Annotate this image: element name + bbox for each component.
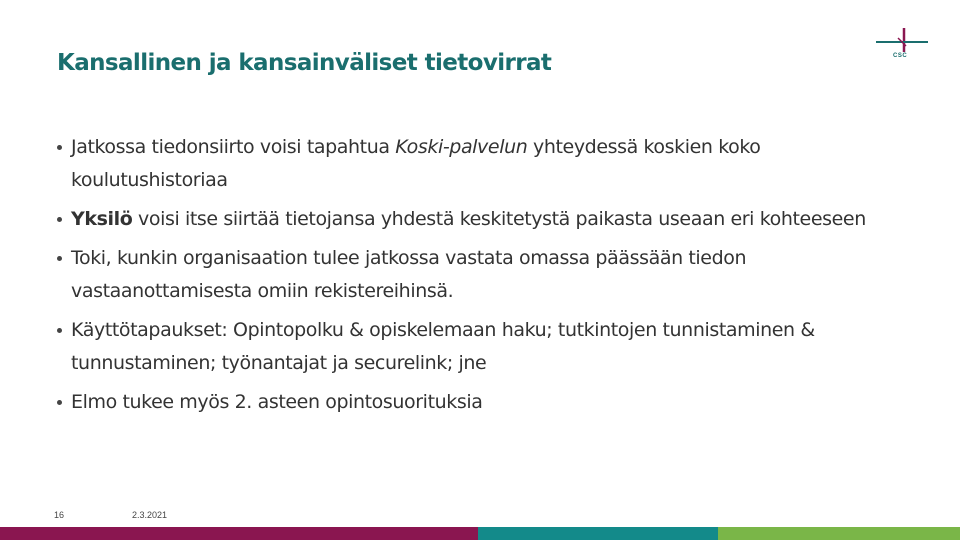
bullet-text: Käyttötapaukset: Opintopolku & opiskelemaan haku; tutkintojen tunnistaminen & tunnustaminen; työnantajat ja securelink; jne — [71, 319, 815, 374]
color-bar-segment-2 — [478, 527, 718, 540]
bullet-text: Toki, kunkin organisaation tulee jatkossa vastata omassa päässään tiedon vastaanottamisesta omiin rekistereihinsä. — [71, 247, 747, 302]
page-number: 16 — [54, 510, 65, 520]
color-bar-segment-3 — [718, 527, 960, 540]
color-bar-segment-1 — [0, 527, 478, 540]
bullet-emphasis-yksilo: Yksilö — [71, 208, 133, 230]
bullet-item-yksilo — [57, 203, 907, 236]
bullet-text-post: yhteydessä koskien koko koulutushistoriaa — [71, 136, 761, 191]
bullet-item-kayttotapaukset — [57, 314, 907, 380]
bullet-text-post: voisi itse siirtää tietojansa yhdestä keskitetystä paikasta useaan eri kohteeseen — [132, 208, 866, 230]
bullet-item-organisaatio — [57, 242, 907, 308]
bullet-emphasis-koski: Koski-palvelun — [395, 136, 528, 158]
bullet-text: Elmo tukee myös 2. asteen opintosuorituksia — [71, 391, 483, 413]
bullet-text — [71, 131, 907, 197]
footer-date: 2.3.2021 — [132, 510, 168, 520]
footer-color-bar — [0, 527, 960, 540]
csc-logo-icon — [874, 26, 930, 66]
bullet-item-elmo — [57, 386, 907, 419]
slide-title: Kansallinen ja kansainväliset tietovirrat — [57, 50, 552, 76]
logo-text: CSC — [893, 53, 908, 59]
bullet-list — [57, 131, 907, 425]
bullet-text — [71, 203, 907, 236]
bullet-item-koski — [57, 131, 907, 197]
bullet-text-pre: Jatkossa tiedonsiirto voisi tapahtua — [71, 136, 396, 158]
